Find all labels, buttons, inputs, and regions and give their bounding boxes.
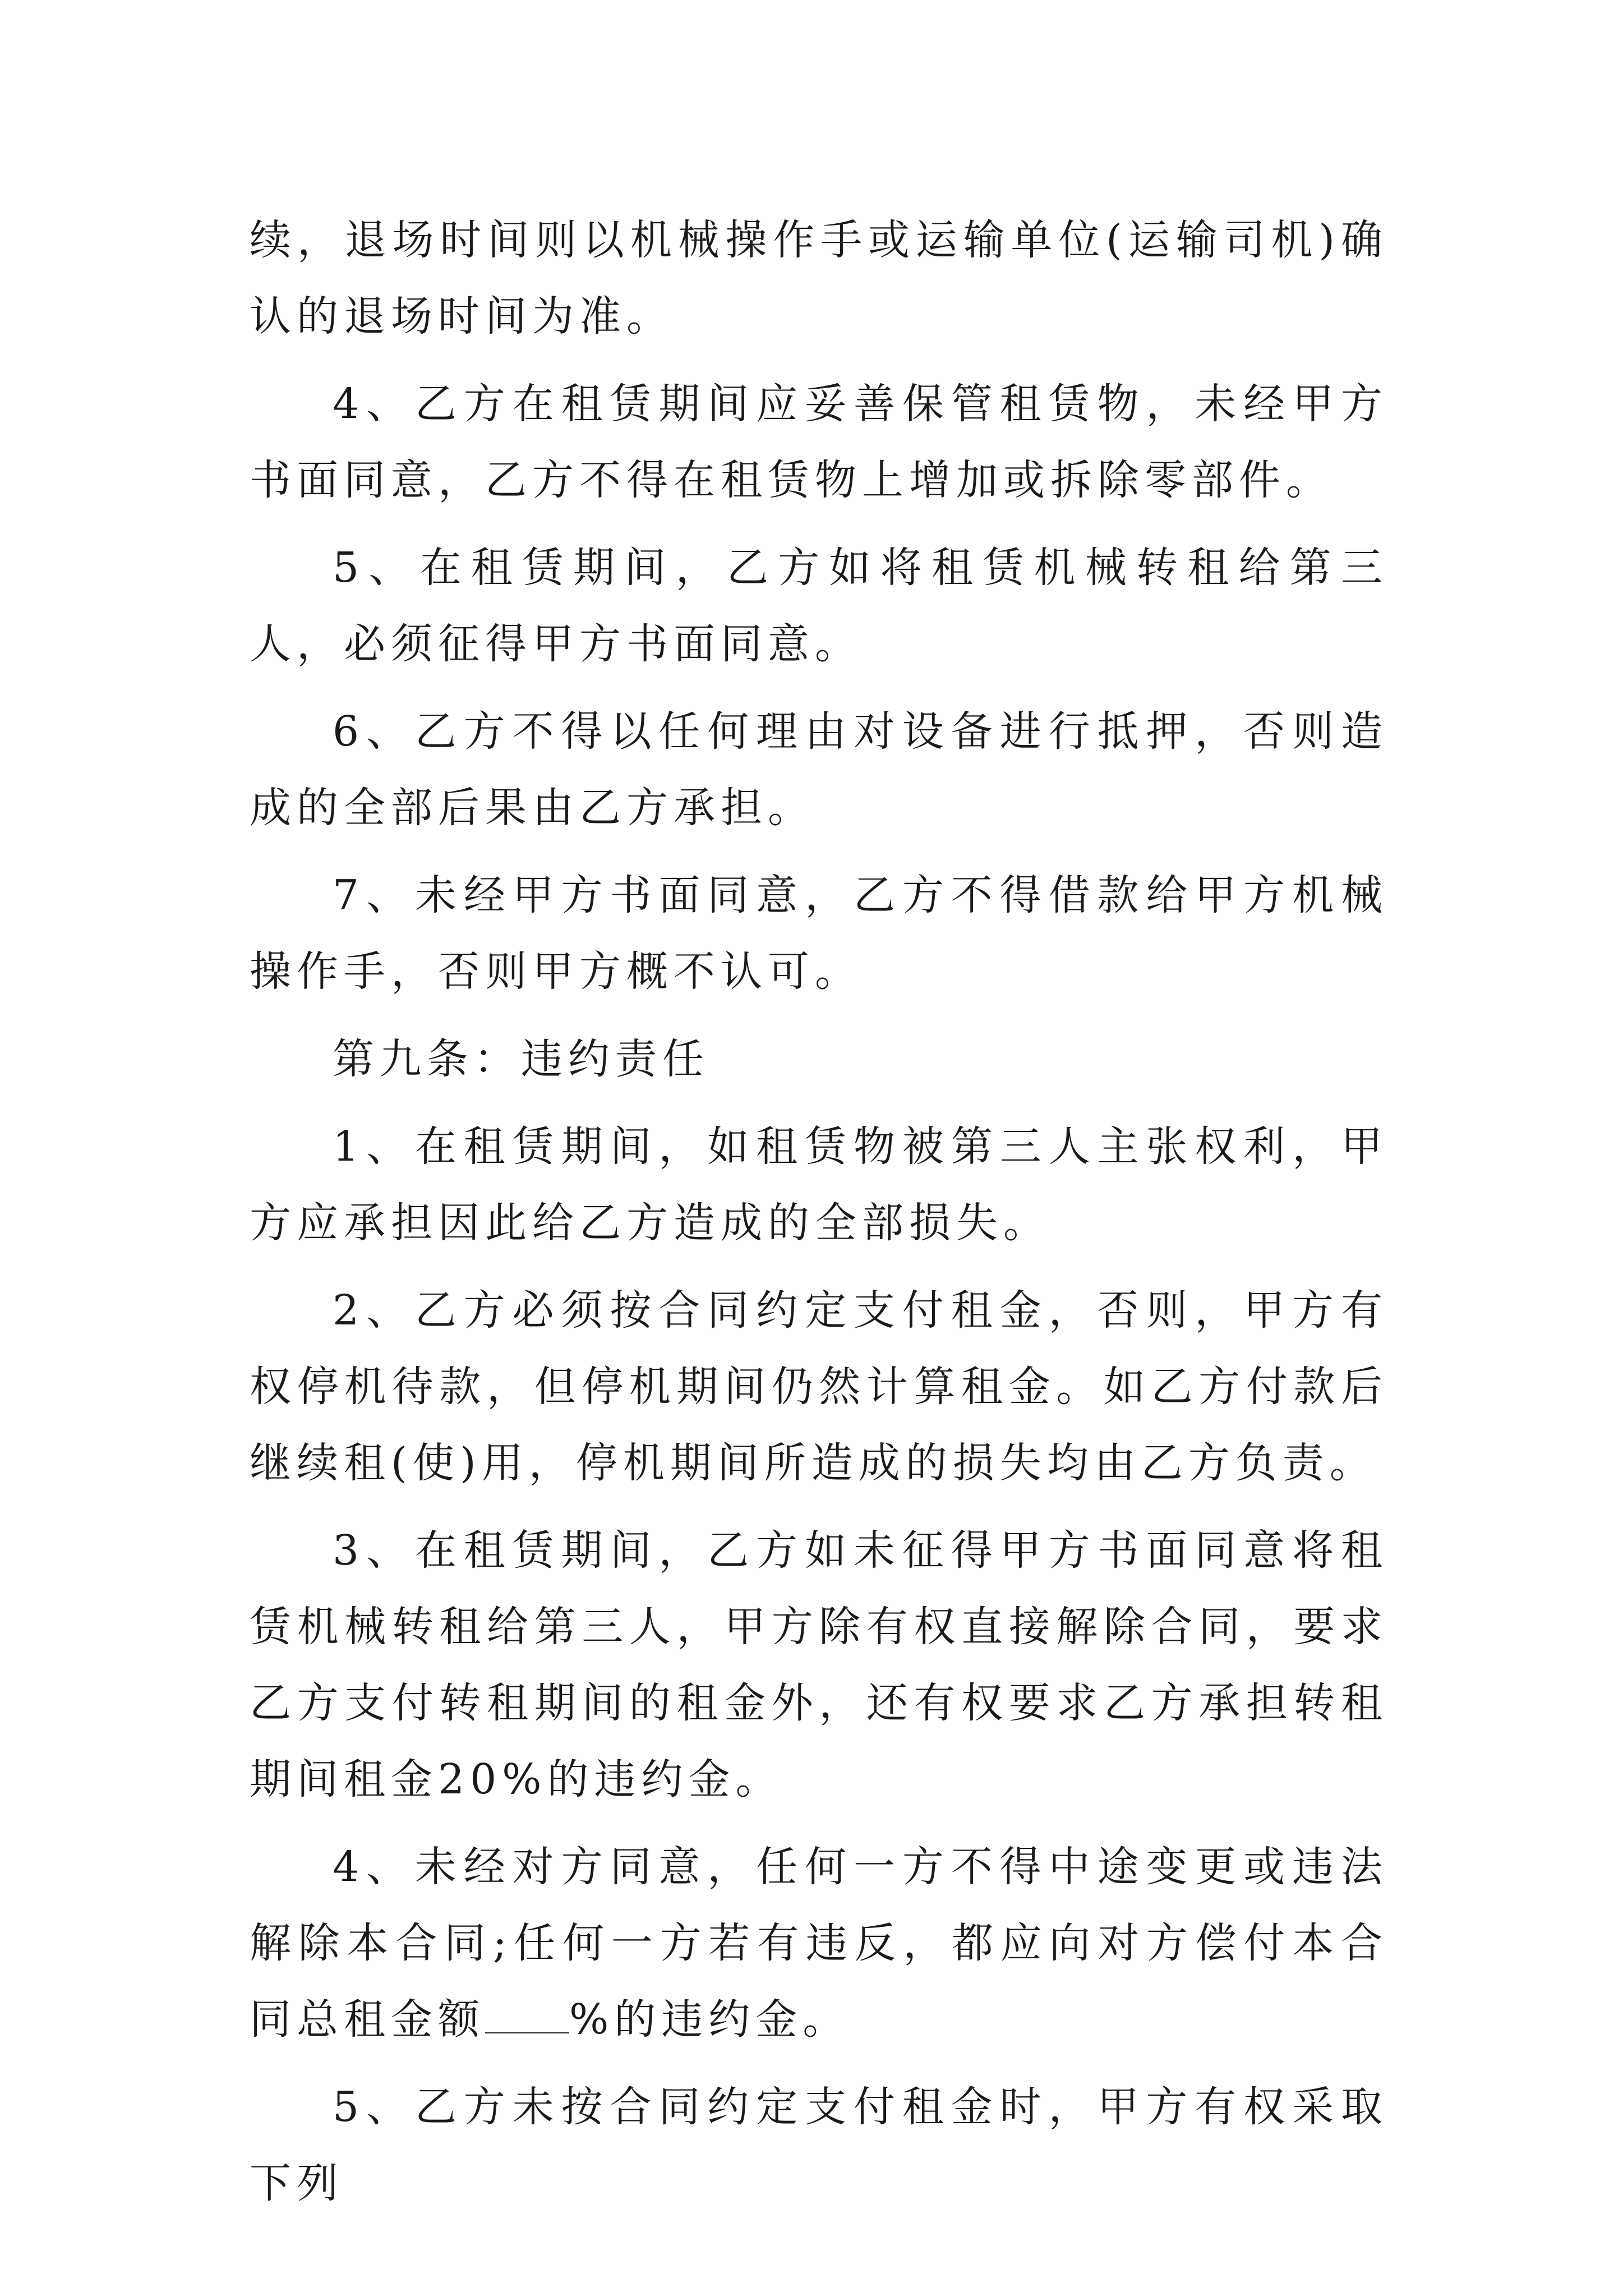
paragraph-10-text-after: %的违约金。	[569, 1995, 850, 2044]
paragraph-10	[250, 1829, 1388, 2058]
paragraph-11: 5、乙方未按合同约定支付租金时，甲方有权采取下列	[250, 2083, 1388, 2207]
paragraph-9: 3、在租赁期间，乙方如未征得甲方书面同意将租赁机械转租给第三人，甲方除有权直接解除合同，要求乙方支付转租期间的租金外，还有权要求乙方承担转租期间租金20%的违约金。	[250, 1526, 1388, 1803]
paragraph-10-text-before: 4、未经对方同意，任何一方不得中途变更或违法解除本合同;任何一方若有违反，都应向对方偿付本合同总租金额	[250, 1843, 1388, 2044]
fill-in-blank	[485, 1998, 569, 2033]
paragraph-2: 4、乙方在租赁期间应妥善保管租赁物，未经甲方书面同意，乙方不得在租赁物上增加或拆除零部件。	[250, 380, 1388, 504]
section-heading-article-9: 第九条：违约责任	[333, 1035, 709, 1083]
paragraph-3: 5、在租赁期间，乙方如将租赁机械转租给第三人，必须征得甲方书面同意。	[250, 544, 1388, 668]
paragraph-7: 1、在租赁期间，如租赁物被第三人主张权利，甲方应承担因此给乙方造成的全部损失。	[250, 1122, 1388, 1247]
paragraph-1: 续，退场时间则以机械操作手或运输单位(运输司机)确认的退场时间为准。	[250, 216, 1388, 341]
paragraph-4: 6、乙方不得以任何理由对设备进行抵押，否则造成的全部后果由乙方承担。	[250, 707, 1388, 832]
paragraph-5: 7、未经甲方书面同意，乙方不得借款给甲方机械操作手，否则甲方概不认可。	[250, 871, 1388, 996]
document-body	[250, 202, 1388, 2233]
paragraph-8: 2、乙方必须按合同约定支付租金，否则，甲方有权停机待款，但停机期间仍然计算租金。如乙方付款后继续租(使)用，停机期间所造成的损失均由乙方负责。	[250, 1286, 1388, 1487]
